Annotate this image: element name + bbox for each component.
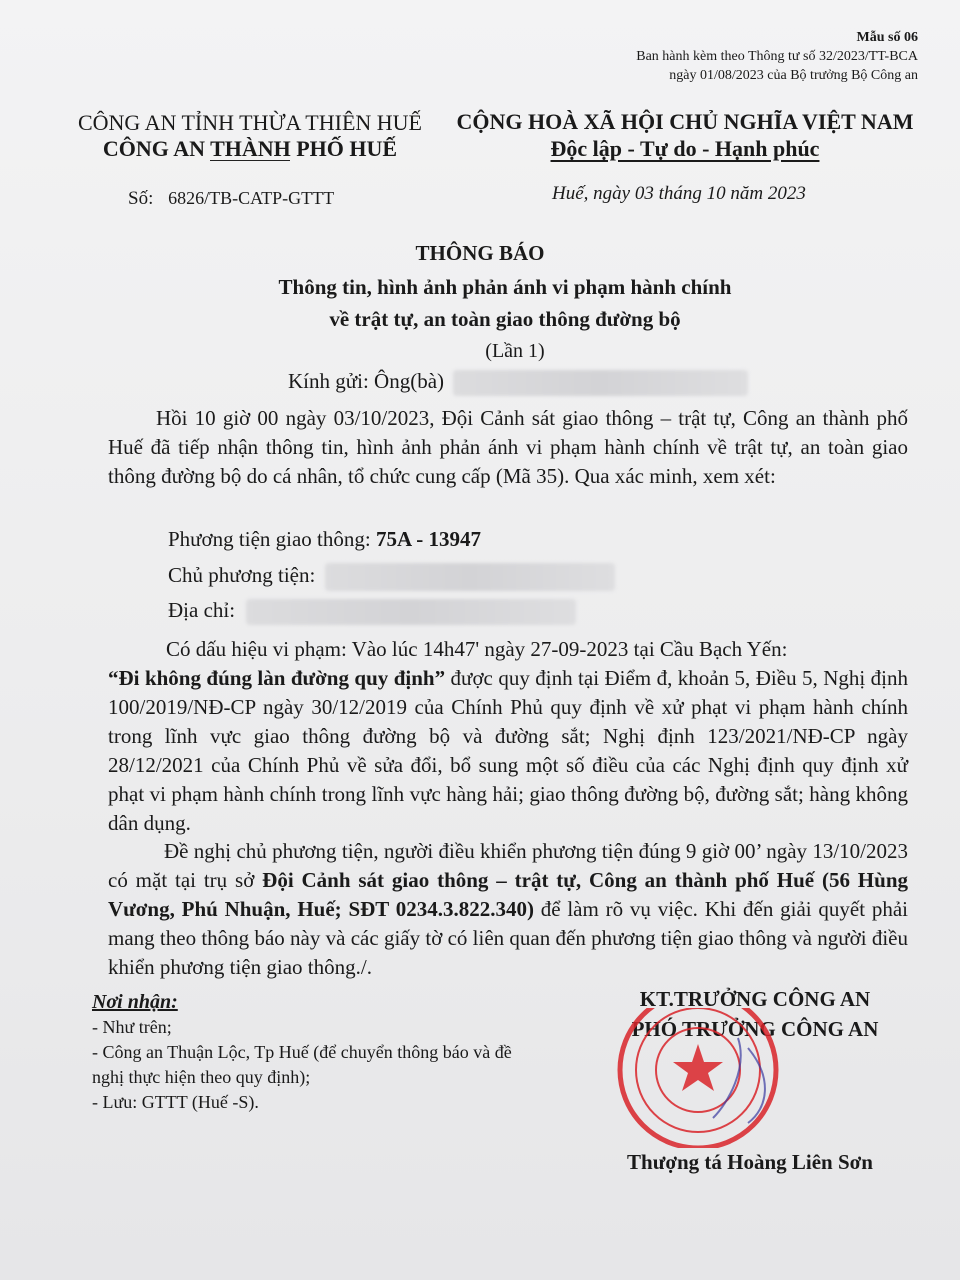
form-reference — [636, 28, 918, 85]
place-and-date: Huế, ngày 03 tháng 10 năm 2023 — [552, 183, 806, 204]
form-number: Mẫu số 06 — [856, 30, 918, 45]
issuing-organization — [60, 110, 440, 162]
form-reference-line2: ngày 01/08/2023 của Bộ trưởng Bộ Công an — [669, 68, 918, 83]
signature-line2: PHÓ TRƯỞNG CÔNG AN — [631, 1017, 879, 1041]
vehicle-plate: 75A - 13947 — [375, 527, 481, 551]
signature-line1: KT.TRƯỞNG CÔNG AN — [639, 987, 871, 1011]
form-reference-line1: Ban hành kèm theo Thông tư số 32/2023/TT-BCA — [636, 49, 918, 64]
address-label: Địa chỉ: — [168, 598, 236, 622]
nation-name: CỘNG HOÀ XÃ HỘI CHỦ NGHĨA VIỆT NAM — [456, 109, 914, 134]
request-paragraph — [108, 837, 908, 982]
document-number-value: 6826/TB-CATP-GTTT — [168, 188, 335, 208]
redacted-address — [246, 599, 576, 625]
vehicle-label: Phương tiện giao thông: — [168, 527, 371, 551]
addressee-label: Kính gửi: Ông(bà) — [288, 369, 445, 393]
intro-paragraph: Hồi 10 giờ 00 ngày 03/10/2023, Đội Cảnh sát giao thông – trật tự, Công an thành phố Huế đã tiếp nhận thông tin, hình ảnh phản ánh vi phạm hành chính về trật tự, an toàn giao thông đường bộ do cá nhân, tổ chức cung cấp (Mã 35). Qua xác minh, xem xét: — [108, 406, 908, 488]
subtitle-line2: về trật tự, an toàn giao thông đường bộ — [329, 307, 681, 331]
violation-detail — [108, 664, 908, 838]
request-place: Đội Cảnh sát giao thông – trật tự, Công an thành phố Huế (56 Hùng Vương, Phú Nhuận, Huế; SĐT 0234.3.822.340) — [108, 868, 908, 921]
national-header — [450, 108, 920, 162]
notice-round: (Lần 1) — [485, 340, 545, 362]
violation-name: “Đi không đúng làn đường quy định” — [108, 666, 446, 690]
parent-organization: CÔNG AN TỈNH THỪA THIÊN HUẾ — [77, 110, 422, 135]
request-rest: để làm rõ vụ việc. Khi đến giải quyết phải mang theo thông báo này và các giấy tờ có liên quan đến phương tiện giao thông và người điều khiển phương tiện giao thông./. — [108, 897, 908, 979]
document-title: THÔNG BÁO — [415, 241, 545, 265]
national-motto: Độc lập - Tự do - Hạnh phúc — [550, 136, 820, 161]
addressee — [288, 369, 748, 396]
document-subtitle — [0, 271, 960, 335]
violation-legal-basis: được quy định tại Điểm đ, khoản 5, Điều 5, Nghị định 100/2019/NĐ-CP ngày 30/12/2019 của Chính Phủ quy định về xử phạt vi phạm hành chính trong lĩnh vực giao thông đường bộ và đường sắt; Nghị định 123/2021/NĐ-CP ngày 28/12/2021 của Chính Phủ về sửa đổi, bổ sung một số điều của các Nghị định quy định xử phạt vi phạm hành chính trong lĩnh vực hàng hải; giao thông đường bộ, đường sắt; hàng không dân dụng. — [108, 666, 908, 835]
document-number — [128, 188, 334, 210]
vehicle-line — [168, 527, 481, 552]
recipient-item: - Như trên; — [92, 1017, 172, 1037]
signer-name: Thượng tá Hoàng Liên Sơn — [627, 1150, 873, 1174]
owner-label: Chủ phương tiện: — [168, 563, 316, 587]
document-number-label: Số: — [128, 188, 154, 209]
recipient-item: - Lưu: GTTT (Huế -S). — [92, 1092, 259, 1112]
redacted-owner — [325, 563, 615, 591]
address-line — [168, 598, 576, 625]
violation-paragraph — [108, 635, 908, 838]
issuing-unit: CÔNG AN THÀNH PHỐ HUẾ — [102, 136, 398, 161]
subtitle-line1: Thông tin, hình ảnh phản ánh vi phạm hành chính — [278, 275, 732, 299]
recipients — [92, 990, 532, 1115]
official-stamp — [598, 1008, 808, 1148]
violation-lead: Có dấu hiệu vi phạm: Vào lúc 14h47' ngày 27-09-2023 tại Cầu Bạch Yến: — [166, 637, 788, 661]
redacted-addressee — [453, 370, 748, 396]
recipients-heading: Nơi nhận: — [92, 991, 178, 1013]
request-lead: Đề nghị chủ phương tiện, người điều khiển phương tiện đúng 9 giờ 00’ ngày 13/10/2023 có mặt tại trụ sở — [108, 839, 908, 892]
recipient-item: - Công an Thuận Lộc, Tp Huế (để chuyển thông báo và đề nghị thực hiện theo quy định); — [92, 1042, 512, 1087]
owner-line — [168, 563, 615, 591]
